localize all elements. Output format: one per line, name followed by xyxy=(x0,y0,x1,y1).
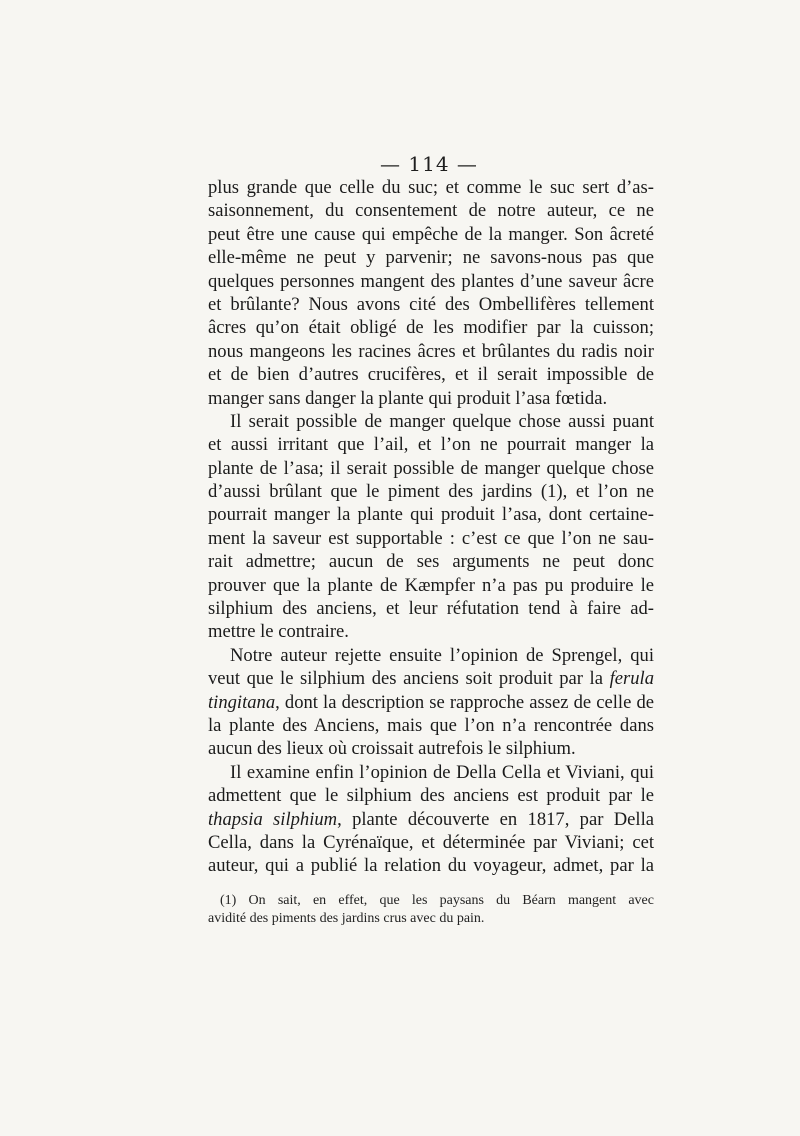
text-line: nous mangeons les racines âcres et brûlantes du radis noir xyxy=(208,340,654,362)
text-line: admettent que le silphium des anciens est produit par le xyxy=(208,785,654,807)
text-line: rait admettre; aucun de ses arguments ne peut donc xyxy=(208,551,654,573)
text-line: aucun des lieux où croissait autrefois le silphium. xyxy=(208,738,576,760)
page-number: — 114 — xyxy=(380,152,478,176)
text-line xyxy=(208,667,654,690)
text-line: saisonnement, du consentement de notre auteur, ce ne xyxy=(208,200,654,222)
text-line: peut être une cause qui empêche de la manger. Son âcreté xyxy=(208,223,654,245)
text-line: manger sans danger la plante qui produit l’asa fœtida. xyxy=(208,387,608,409)
text-line: silphium des anciens, et leur réfutation tend à faire ad- xyxy=(208,598,654,620)
text-segment: , plante découverte en 1817, par Della xyxy=(337,808,654,830)
text-line: et de bien d’autres crucifères, et il serait impossible de xyxy=(208,364,654,386)
text-line: plante de l’asa; il serait possible de manger quelque chose xyxy=(208,457,654,479)
text-segment: , dont la description se rapproche assez de celle de xyxy=(275,691,654,713)
footnote-line: avidité des piments des jardins crus avec du pain. xyxy=(208,911,485,926)
text-line: mettre le contraire. xyxy=(208,621,349,643)
body-text xyxy=(208,176,654,878)
text-line: quelques personnes mangent des plantes d’une saveur âcre xyxy=(208,270,654,292)
italic-term: thapsia silphium xyxy=(208,808,338,830)
text-line: d’aussi brûlant que le piment des jardins (1), et l’on ne xyxy=(208,481,654,503)
text-line xyxy=(208,691,654,714)
footnote-line: (1) On sait, en effet, que les paysans du Béarn mangent avec xyxy=(220,893,654,908)
text-line: Il examine enfin l’opinion de Della Cella et Viviani, qui xyxy=(230,761,654,783)
text-line: Il serait possible de manger quelque chose aussi puant xyxy=(230,410,654,432)
text-line: prouver que la plante de Kæmpfer n’a pas pu produire le xyxy=(208,574,654,596)
text-line: elle-même ne peut y parvenir; ne savons-nous pas que xyxy=(208,247,654,269)
text-line: ment la saveur est supportable : c’est ce que l’on ne sau- xyxy=(208,527,654,549)
text-line: Notre auteur rejette ensuite l’opinion de Sprengel, qui xyxy=(230,644,654,666)
text-line: la plante des Anciens, mais que l’on n’a rencontrée dans xyxy=(208,714,654,736)
footnotes xyxy=(208,892,654,928)
text-segment: veut que le silphium des anciens soit produit par la xyxy=(208,668,603,690)
italic-term: tingitana xyxy=(208,691,276,713)
text-line: et aussi irritant que l’ail, et l’on ne pourrait manger la xyxy=(208,434,654,456)
text-line: plus grande que celle du suc; et comme le suc sert d’as- xyxy=(208,177,654,198)
text-line: âcres qu’on était obligé de les modifier par la cuisson; xyxy=(208,317,654,339)
text-line: et brûlante? Nous avons cité des Ombellifères tellement xyxy=(208,293,654,315)
text-line: Cella, dans la Cyrénaïque, et déterminée par Viviani; cet xyxy=(208,831,654,853)
text-line xyxy=(208,808,654,831)
text-line: pourrait manger la plante qui produit l’asa, dont certaine- xyxy=(208,504,654,526)
italic-term: ferula xyxy=(609,668,654,690)
text-line: auteur, qui a publié la relation du voyageur, admet, par la xyxy=(208,855,654,877)
